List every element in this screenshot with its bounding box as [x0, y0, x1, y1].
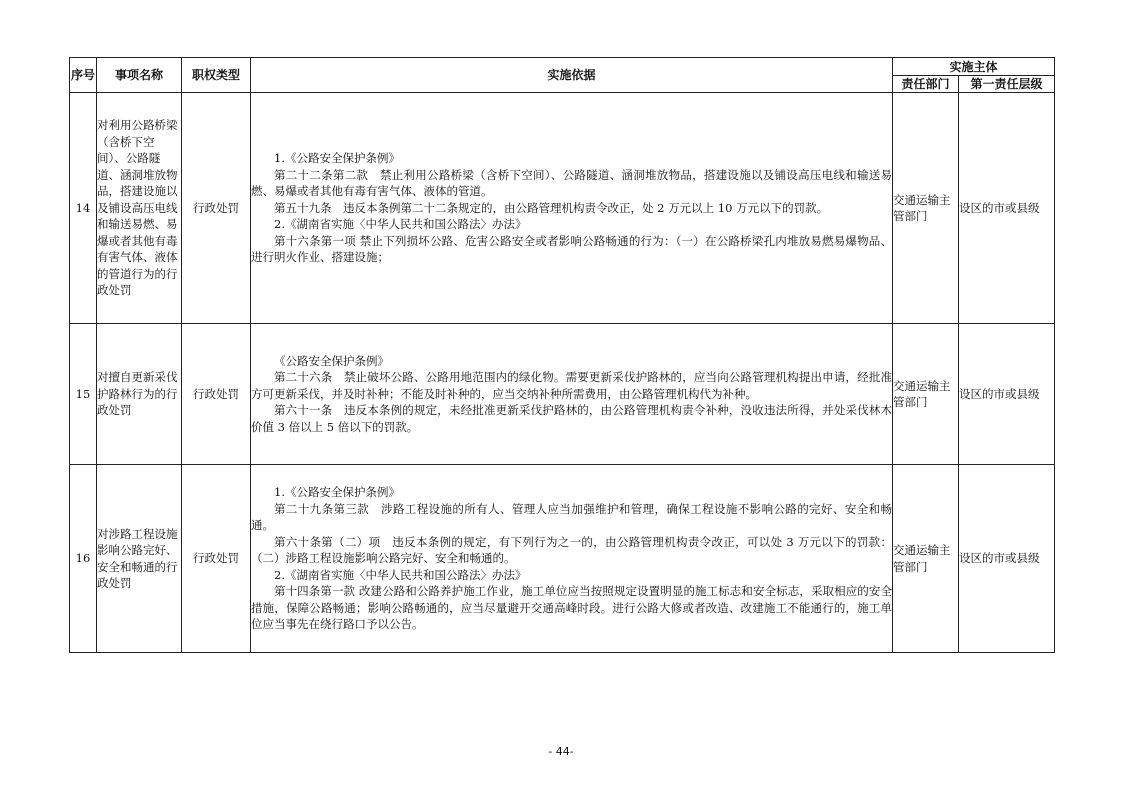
basis-paragraph: 1.《公路安全保护条例》 — [274, 485, 400, 500]
row-responsible-dept: 交通运输主管部门 — [893, 465, 959, 653]
basis-paragraph: 第二十六条 禁止破坏公路、公路用地范围内的绿化物。需要更新采伐护路林的，应当向公路管理机构提出申请，经批准方可更新采伐，并及时补种；不能及时补种的，应当交纳补种所需费用，由公路管理机构代为补种。 — [251, 370, 892, 401]
basis-paragraph: 第五十九条 违反本条例第二十二条规定的，由公路管理机构责令改正，处 2 万元以上 10 万元以下的罚款。 — [274, 200, 829, 215]
basis-paragraph: 2.《湖南省实施〈中华人民共和国公路法〉办法》 — [274, 567, 527, 582]
header-type: 职权类型 — [182, 58, 251, 93]
basis-paragraph: 2.《湖南省实施〈中华人民共和国公路法〉办法》 — [274, 217, 527, 232]
page-number: - 44- — [548, 745, 574, 758]
header-seq: 序号 — [70, 58, 97, 93]
row-seq: 15 — [70, 324, 97, 465]
table-row — [70, 465, 1055, 653]
row-responsible-level: 设区的市或县级 — [959, 465, 1055, 653]
basis-paragraph: 第六十一条 违反本条例的规定，未经批准更新采伐护路林的，由公路管理机构责令补种，没收违法所得，并处采伐林木价值 3 倍以上 5 倍以下的罚款。 — [251, 403, 892, 434]
row-item-name: 对利用公路桥梁（含桥下空间）、公路隧道、涵洞堆放物品，搭建设施以及铺设高压电线和输送易燃、易爆或者其他有毒有害气体、液体的管道行为的行政处罚 — [97, 93, 182, 324]
header-subject: 实施主体 — [893, 58, 1055, 76]
row-seq: 16 — [70, 465, 97, 653]
basis-paragraph: 第六十条第（二）项 违反本条例的规定，有下列行为之一的，由公路管理机构责令改正，可以处 3 万元以下的罚款：（二）涉路工程设施影响公路完好、安全和畅通的。 — [251, 534, 892, 566]
enforcement-table — [69, 57, 1055, 653]
row-basis — [251, 465, 893, 653]
row-power-type: 行政处罚 — [182, 324, 251, 465]
row-power-type: 行政处罚 — [182, 93, 251, 324]
table-row — [70, 324, 1055, 465]
row-responsible-level: 设区的市或县级 — [959, 324, 1055, 465]
basis-paragraph: 《公路安全保护条例》 — [274, 353, 389, 368]
header-basis: 实施依据 — [251, 58, 893, 93]
row-basis — [251, 324, 893, 465]
basis-paragraph: 第十四条第一款 改建公路和公路养护施工作业，施工单位应当按照规定设置明显的施工标志和安全标志，采取相应的安全措施，保障公路畅通；影响公路畅通的，应当尽量避开交通高峰时段。进行公路大修或者改造、改建施工不能通行的，施工单位应当事先在绕行路口予以公告。 — [251, 584, 892, 632]
basis-paragraph: 第二十二条第二款 禁止利用公路桥梁（含桥下空间）、公路隧道、涵洞堆放物品，搭建设施以及铺设高压电线和输送易燃、易爆或者其他有毒有害气体、液体的管道。 — [251, 167, 892, 199]
basis-paragraph: 1.《公路安全保护条例》 — [274, 151, 400, 166]
row-responsible-level: 设区的市或县级 — [959, 93, 1055, 324]
basis-paragraph: 第十六条第一项 禁止下列损坏公路、危害公路安全或者影响公路畅通的行为：（一）在公路桥梁孔内堆放易燃易爆物品、进行明火作业、搭建设施； — [251, 233, 892, 265]
header-name: 事项名称 — [97, 58, 182, 93]
table-row — [70, 93, 1055, 324]
row-basis — [251, 93, 893, 324]
row-item-name: 对涉路工程设施影响公路完好、安全和畅通的行政处罚 — [97, 465, 182, 653]
header-dept: 责任部门 — [893, 76, 959, 93]
basis-paragraph: 第二十九条第三款 涉路工程设施的所有人、管理人应当加强维护和管理，确保工程设施不影响公路的完好、安全和畅通。 — [251, 501, 892, 533]
header-level: 第一责任层级 — [959, 76, 1055, 93]
row-item-name: 对擅自更新采伐护路林行为的行政处罚 — [97, 324, 182, 465]
row-responsible-dept: 交通运输主管部门 — [893, 324, 959, 465]
row-power-type: 行政处罚 — [182, 465, 251, 653]
row-responsible-dept: 交通运输主管部门 — [893, 93, 959, 324]
row-seq: 14 — [70, 93, 97, 324]
